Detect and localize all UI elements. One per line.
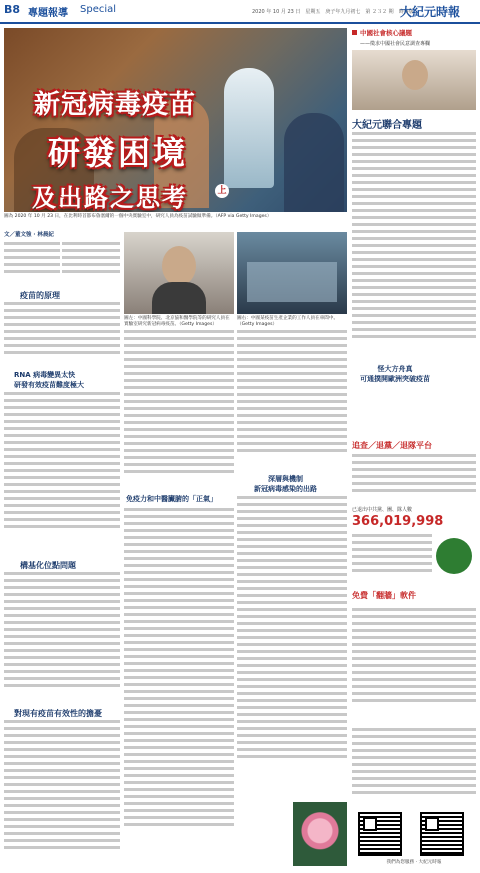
sidebar-title: 中國社會核心議題 (352, 28, 412, 37)
photo-lab (237, 232, 347, 314)
counter-label: 已退出中共黨、團、隊人數 (352, 507, 413, 513)
hero-caption: 圖為 2020 年 10 月 23 日，在比利時首都布魯塞爾的一個中央實驗室中，研究人員為疫苗試驗做準備。（AFP via Getty Images） (4, 214, 272, 219)
photo-caption-left: 圖左：中國科學院、北京協和醫學院等的研究人員在實驗室研究新冠病毒疫苗。（Getty Images） (124, 316, 230, 327)
issue-date: 2020 年 10 月 23 日 星期五 庚子年九月初七 第 ２３２ 期 時事版 (252, 9, 414, 15)
text-block-8 (237, 496, 347, 796)
free-software-title: 免費「翻牆」軟件 (352, 590, 416, 600)
text-block-3 (4, 572, 120, 700)
subhead-glycosylation: 構基化位點問題 (20, 561, 76, 570)
subhead-rna: RNA 病毒變異太快 研發有效疫苗難度極大 (14, 371, 84, 389)
section-title-en: Special (80, 4, 117, 15)
text-col-1a (4, 242, 60, 282)
photo-scientist (124, 232, 234, 314)
page-number: B8 (4, 3, 21, 16)
sidebar-text (352, 132, 476, 342)
quit-party-counter: 366,019,998 (352, 514, 444, 529)
text-block-5 (124, 330, 234, 490)
sidebar-footer: 我們為您服務 · 大紀元時報 (386, 860, 442, 865)
photo-caption-right: 圖右：中國某疫苗生產企業的工作人員在車間中。（Getty Images） (237, 316, 339, 327)
hero-photo (4, 28, 347, 212)
page-header (0, 0, 480, 24)
qr-code-1[interactable] (358, 812, 402, 856)
lotus-photo (293, 802, 347, 866)
qr-code-2[interactable] (420, 812, 464, 856)
quit-party-badge[interactable] (436, 538, 472, 574)
text-col-2a (62, 242, 120, 282)
text-block-1 (4, 302, 120, 362)
masthead-logo: 大紀元時報 (400, 5, 461, 19)
counter-text (352, 534, 432, 582)
sidebar (352, 28, 476, 868)
byline: 文／董文強 · 林晨紀 (4, 232, 54, 238)
subhead-vaccine-principle: 疫苗的原理 (20, 291, 60, 300)
headline-line-3: 及出路之思考 (32, 183, 188, 212)
subhead-deep-mechanism: 深層與機制 新冠病毒感染的出路 (254, 475, 317, 493)
text-block-6 (124, 508, 234, 868)
sidebar-head: 大紀元聯合專題 (352, 120, 422, 131)
text-block-4 (4, 720, 120, 868)
text-block-2 (4, 392, 120, 542)
free-software-text (352, 608, 476, 718)
subhead-immunity: 免疫力和中醫臟腑的「正氣」 (126, 495, 217, 503)
section-title: 專題報導 (28, 8, 68, 19)
sidebar-photo (352, 50, 476, 110)
part-badge: 上 (215, 184, 229, 198)
section-quit-party: 追查／退黨／退隊平台 (352, 440, 432, 450)
headline-line-1: 新冠病毒疫苗 (34, 90, 197, 120)
sidebar-subtitle: ——徵求中國社會民意調查專欄 (360, 41, 431, 47)
headline-line-2: 研發困境 (48, 134, 189, 172)
software-links (352, 728, 476, 808)
quit-party-text (352, 454, 476, 502)
subhead-ark: 怪大方舟真 可通撲開歐洲突破疫苗 (360, 365, 430, 383)
text-block-7 (237, 330, 347, 470)
subhead-efficacy: 對現有疫苗有效性的擔憂 (14, 709, 102, 718)
